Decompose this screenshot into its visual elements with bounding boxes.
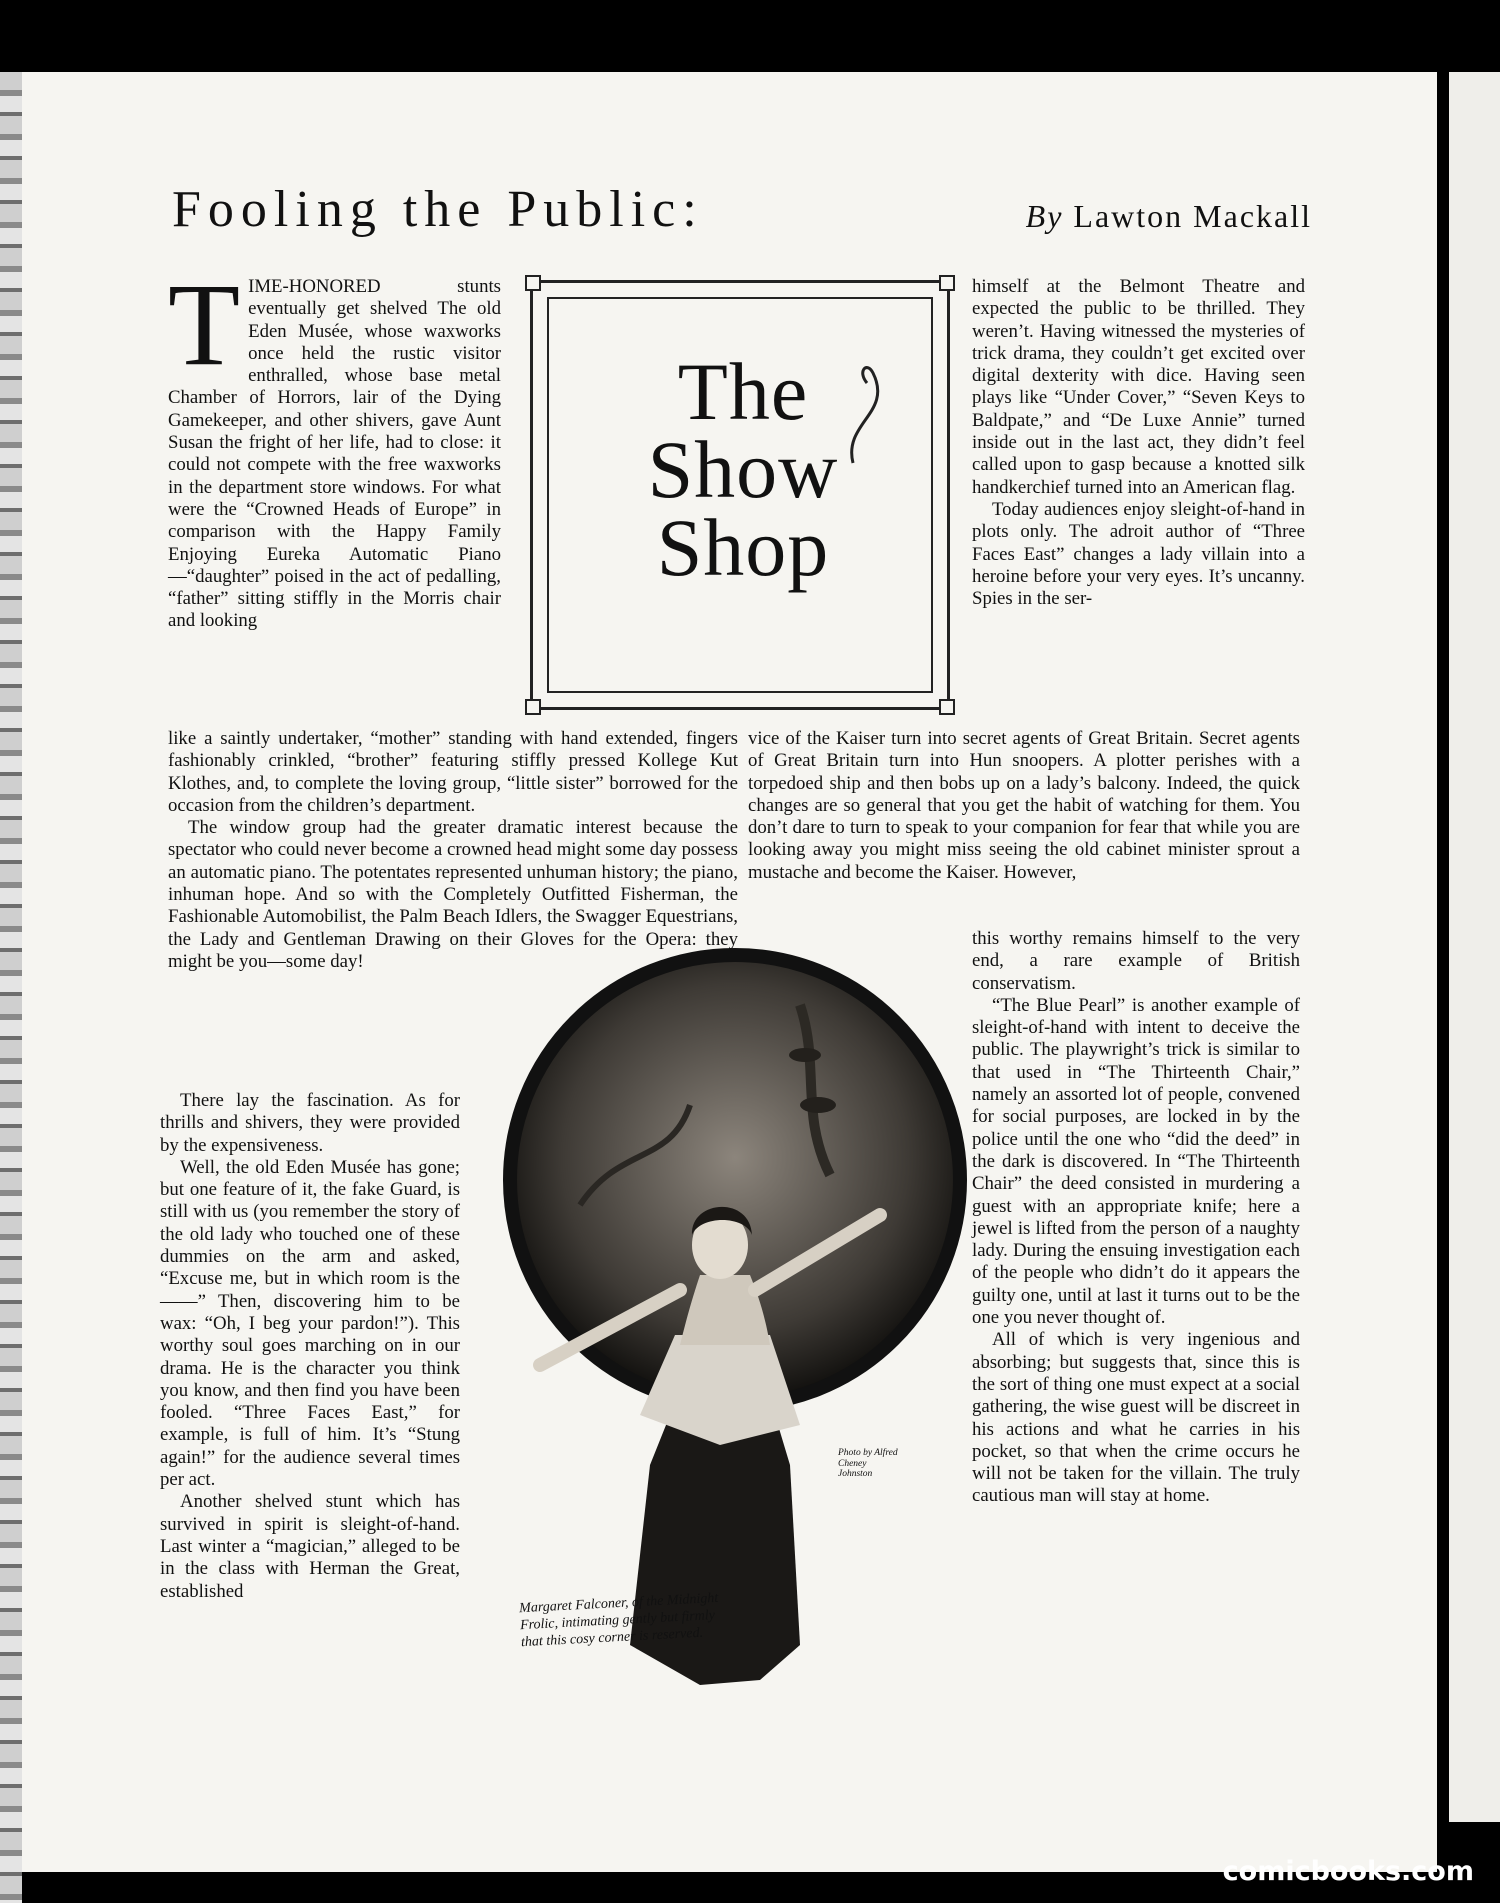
paragraph-fascination: There lay the fascination. As for thrills and shivers, they were provided by the expensiveness.	[160, 1090, 460, 1156]
right-paragraph-conservatism: this worthy remains himself to the very end, a rare example of British conservatism.	[972, 928, 1300, 994]
logo-corner-ornament	[939, 275, 955, 291]
logo-corner-ornament	[525, 699, 541, 715]
adjacent-page-edge	[1449, 72, 1500, 1822]
right-paragraph-1: himself at the Belmont Theatre and expected the public to be thrilled. They weren’t. Having witnessed the mysteries of trick drama, they couldn’t get excited over digital dexterity with dice. Having seen plays like “Under Cover,” “Seven Keys to Baldpate,” and “De Luxe Annie” turned inside out in the last act, they didn’t feel called upon to gasp because a knotted silk handkerchief turned into an American flag.	[972, 276, 1305, 498]
page-gutter	[1437, 72, 1449, 1872]
opening-text: IME-HONORED stunts eventually get shelved The old Eden Musée, whose waxworks once held the rustic visitor enthralled, whose base metal Chamber of Horrors, lair of the Dying Gamekeeper, and other shivers, gave Aunt Susan the fright of her life, had to close: it could not compete with the free waxworks in the department store windows. For what were the “Crowned Heads of Europe” in comparison with the Happy Family Enjoying Eureka Automatic Piano—“daughter” poised in the act of pedalling, “father” sitting stiffly in the Morris chair and looking	[168, 276, 501, 632]
byline-by: By	[1025, 198, 1064, 234]
logo-line-2: Show	[647, 424, 839, 515]
watermark: comicbooks.com	[1222, 1856, 1474, 1887]
paragraph-eden-musee: Well, the old Eden Musée has gone; but one feature of it, the fake Guard, is still with us (you remember the story of the old lady who touched one of these dummies on the arm and asked, “Excuse me, but in which room is the——” Then, discovering him to be wax: “Oh, I beg your pardon!”). This worthy soul goes marching on in our drama. He is the character you think you know, and then find you have been fooled. “Three Faces East,” for example, is full of him. It’s “Stung again!” for the audience several times per act.	[160, 1156, 460, 1491]
show-shop-logo-box	[530, 280, 950, 710]
logo-flourish-icon	[833, 353, 923, 473]
column-right-bottom	[972, 928, 1300, 1508]
byline-author: Lawton Mackall	[1073, 198, 1312, 234]
column-left-top	[168, 259, 501, 633]
right-paragraph-conclusion: All of which is very ingenious and absorbing; but suggests that, since this is the sort of thing one must expect at a social gathering, the wise guest will be discreet in his actions and what he carries in his pocket, so that when the crime occurs he will not be taken for the villain. The truly cautious man will stay at home.	[972, 1329, 1300, 1507]
photo-illustration-icon	[500, 945, 1000, 1705]
right-wide-continuation: vice of the Kaiser turn into secret agents of Great Britain. Secret agents of Great Britain turn into Hun snoopers. A plotter perishes with a torpedoed ship and then bobs up on a lady’s balcony. Indeed, the quick changes are so general that you get the habit of watching for them. You don’t dare to turn to speak to your companion for fear that while you are looking away you might miss seeing the old cabinet minister sprout a mustache and become the Kaiser. However,	[748, 728, 1300, 883]
column-left-wide	[168, 728, 738, 973]
column-right-top	[972, 276, 1305, 610]
paragraph-window-group: The window group had the greater dramatic interest because the spectator who could never become a crowned head might some day possess an automatic piano. The potentates represented unhuman history; the piano, inhuman hope. And so with the Completely Outfitted Fisherman, the Fashionable Automobilist, the Palm Beach Idlers, the Swagger Equestrians, the Lady and Gentleman Drawing on their Gloves for the Opera: they might be you—some day!	[168, 817, 738, 972]
byline	[1026, 198, 1312, 235]
right-paragraph-2: Today audiences enjoy sleight-of-hand in plots only. The adroit author of “Three Faces East” changes a lady villain into a heroine before your very eyes. It’s uncanny. Spies in the ser-	[972, 498, 1305, 610]
paragraph-sleight-of-hand: Another shelved stunt which has survived in spirit is sleight-of-hand. Last winter a “magician,” alleged to be in the class with Herman the Great, established	[160, 1491, 460, 1602]
binding-edge	[0, 72, 22, 1903]
drop-cap: T	[168, 259, 241, 390]
photo-margaret-falconer	[500, 945, 1000, 1705]
headline	[172, 180, 1312, 250]
logo-corner-ornament	[525, 275, 541, 291]
photo-caption: Margaret Falconer, of the Midnight Frolic, intimating gently but firmly that this cosy corner is reserved.	[518, 1590, 719, 1651]
logo-line-3: Shop	[656, 502, 830, 593]
article-title: Fooling the Public:	[172, 181, 704, 238]
right-paragraph-blue-pearl: “The Blue Pearl” is another example of sleight-of-hand with intent to deceive the public. The playwright’s trick is similar to that used in “The Thirteenth Chair,” namely an assorted lot of people, convened for social purposes, are locked in by the police until the one who “did the deed” in the dark is discovered. In “The Thirteenth Chair” the deed consisted in murdering a guest with an appropriate knife; here a jewel is lifted from the person of a naughty lady. During the ensuing investigation each of the people who didn’t do it appears the guilty one, until at last it turns out to be the one you never thought of.	[972, 994, 1300, 1329]
column-left-bottom	[160, 1090, 460, 1603]
column-right-wide	[748, 728, 1300, 884]
opening-paragraph	[168, 259, 501, 633]
left-wide-continuation: like a saintly undertaker, “mother” standing with hand extended, fingers fashionably crinkled, “brother” featuring stiffly pressed Kollege Kut Klothes, and, to complete the loving group, “little sister” borrowed for the occasion from the children’s department.	[168, 728, 738, 816]
logo-line-1: The	[677, 346, 809, 437]
logo-corner-ornament	[939, 699, 955, 715]
photo-credit: Photo by Alfred Cheney Johnston	[838, 1448, 898, 1479]
